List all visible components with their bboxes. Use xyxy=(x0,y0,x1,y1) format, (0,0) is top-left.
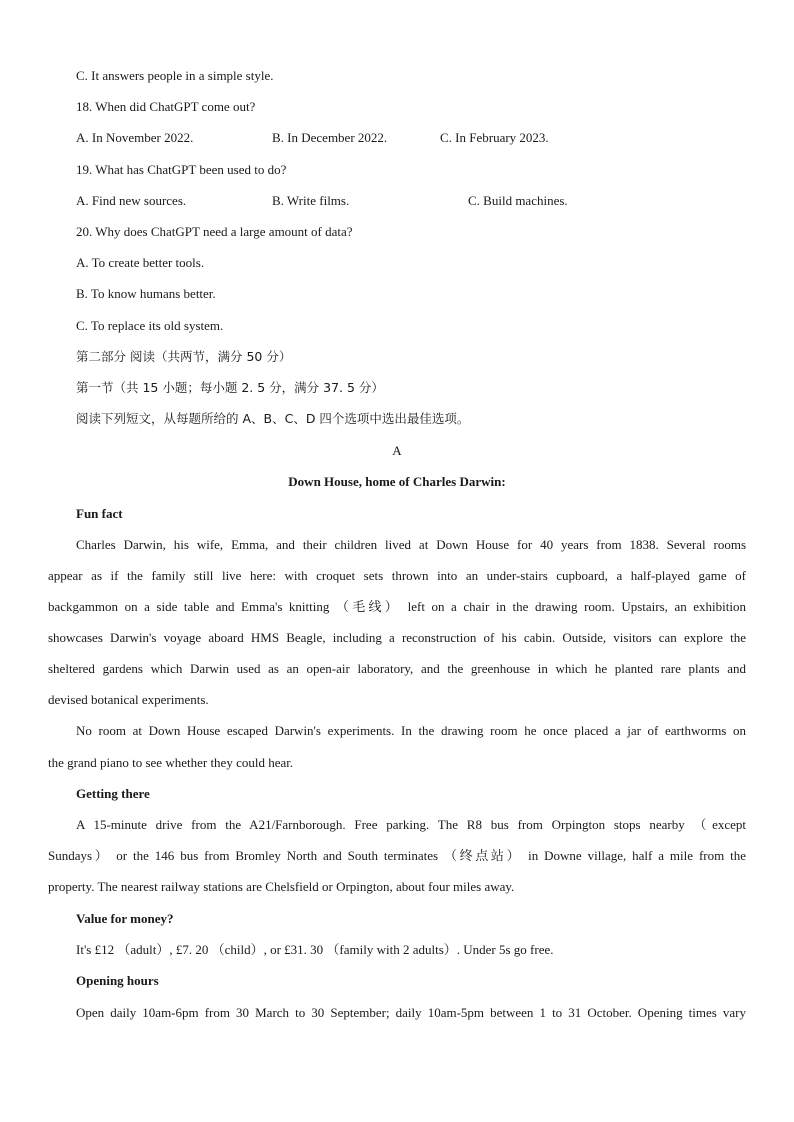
q18-option-a: A. In November 2022. xyxy=(76,130,194,145)
passage-title: Down House, home of Charles Darwin: xyxy=(288,474,506,489)
q20-option-a: A. To create better tools. xyxy=(76,255,205,270)
getting-there-line: property. The nearest railway stations are Chelsfield or Orpington, about four miles away. xyxy=(48,879,515,894)
getting-there-heading: Getting there xyxy=(76,786,150,801)
q20-option-c: C. To replace its old system. xyxy=(76,318,224,333)
getting-there-line: A 15-minute drive from the A21/Farnborough. Free parking. The R8 bus from Orpington stops nearby （except xyxy=(76,817,746,832)
instruction-text: 阅读下列短文，从每题所给的 A、B、C、D 四个选项中选出最佳选项。 xyxy=(76,411,470,426)
q19-question: 19. What has ChatGPT been used to do? xyxy=(76,162,287,177)
q19-option-b: B. Write films. xyxy=(272,193,350,208)
fun-fact-line: backgammon on a side table and Emma's knitting （毛线） left on a chair in the drawing room. Upstairs, an exhibition xyxy=(48,599,746,614)
fun-fact-line: devised botanical experiments. xyxy=(48,692,209,707)
fun-fact-heading: Fun fact xyxy=(76,506,123,521)
opening-text: Open daily 10am-6pm from 30 March to 30 September; daily 10am-5pm between 1 to 31 October. Opening times vary xyxy=(76,1005,746,1020)
q20-question: 20. Why does ChatGPT need a large amount of data? xyxy=(76,224,353,239)
value-text: It's £12 （adult）, £7. 20 （child）, or £31. 30 （family with 2 adults）. Under 5s go free. xyxy=(76,942,554,957)
q17-option-c: C. It answers people in a simple style. xyxy=(76,68,274,83)
fun-fact-line: showcases Darwin's voyage aboard HMS Beagle, including a reconstruction of his cabin. Outside, visitors can explore the xyxy=(48,630,746,645)
subsection-title: 第一节（共 15 小题；每小题 2. 5 分，满分 37. 5 分） xyxy=(76,380,384,395)
opening-heading: Opening hours xyxy=(76,973,159,988)
experiments-line: No room at Down House escaped Darwin's experiments. In the drawing room he once placed a jar of earthworms on xyxy=(76,723,746,738)
fun-fact-line: Charles Darwin, his wife, Emma, and their children lived at Down House for 40 years from 1838. Several rooms xyxy=(76,537,746,552)
q20-option-b: B. To know humans better. xyxy=(76,286,216,301)
q19-option-a: A. Find new sources. xyxy=(76,193,187,208)
part-title: 第二部分 阅读（共两节，满分 50 分） xyxy=(76,349,292,364)
fun-fact-line: sheltered gardens which Darwin used as an open-air laboratory, and the greenhouse in which he planted rare plants and xyxy=(48,661,746,676)
q18-option-b: B. In December 2022. xyxy=(272,130,388,145)
q19-option-c: C. Build machines. xyxy=(468,193,568,208)
experiments-line: the grand piano to see whether they could hear. xyxy=(48,755,294,770)
getting-there-line: Sundays） or the 146 bus from Bromley North and South terminates （终点站） in Downe village, half a mile from the xyxy=(48,848,746,863)
q18-question: 18. When did ChatGPT come out? xyxy=(76,99,256,114)
q18-option-c: C. In February 2023. xyxy=(440,130,549,145)
passage-label: A xyxy=(392,443,402,458)
fun-fact-line: appear as if the family still live here: with croquet sets thrown into an under-stairs cupboard, a half-played game of xyxy=(48,568,746,583)
value-heading: Value for money? xyxy=(76,911,174,926)
